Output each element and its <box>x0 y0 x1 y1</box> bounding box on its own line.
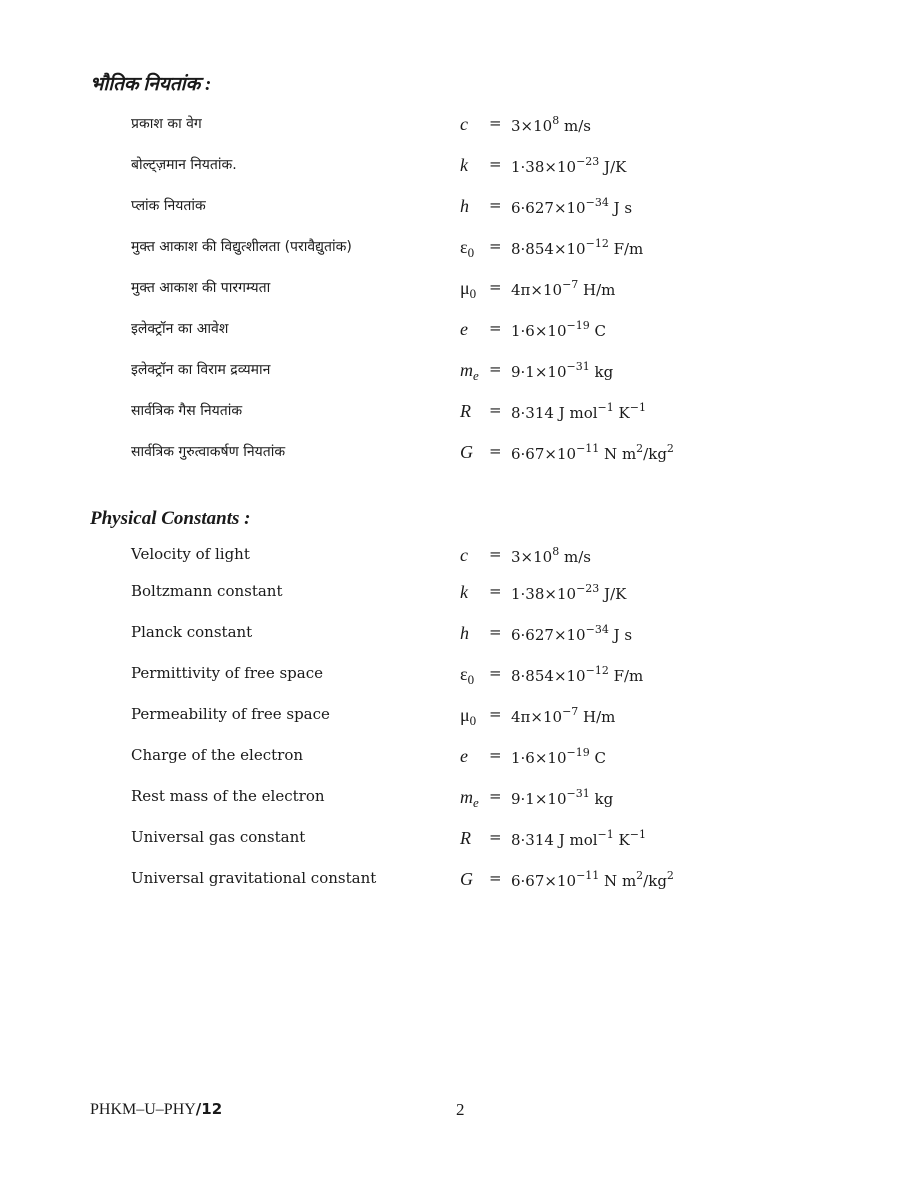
constant-row-planck <box>0 623 900 653</box>
constant-value: $4\pi\times 10^{-7}$ H/m <box>511 705 616 726</box>
constant-symbol: R <box>460 401 471 421</box>
constant-label: मुक्त आकाश की पारगम्यता <box>131 280 271 296</box>
constant-label: सार्वत्रिक गैस नियतांक <box>131 403 243 419</box>
equals-sign: = <box>489 828 502 846</box>
constant-label: मुक्त आकाश की विद्युत्शीलता (परावैद्युतांक) <box>131 239 352 255</box>
constant-symbol: e <box>460 319 468 339</box>
constant-row-permittivity <box>0 664 900 694</box>
constant-row-boltzmann-hi <box>0 155 900 185</box>
hindi-section-title: भौतिक नियतांक : <box>90 74 212 95</box>
equals-sign: = <box>489 787 502 805</box>
equals-sign: = <box>489 705 502 723</box>
equals-sign: = <box>489 401 502 419</box>
constant-value: $1\cdot 38\times 10^{-23}$ J/K <box>511 155 627 176</box>
constant-symbol: $\mu_0$ <box>460 705 477 728</box>
constant-row-electron-charge <box>0 746 900 776</box>
constant-value: $4\pi\times 10^{-7}$ H/m <box>511 278 616 299</box>
constant-symbol: h <box>460 196 469 216</box>
equals-sign: = <box>489 155 502 173</box>
constant-symbol: k <box>460 155 468 175</box>
constant-value: $8\cdot 854\times 10^{-12}$ F/m <box>511 237 644 258</box>
constant-label: Boltzmann constant <box>131 582 283 600</box>
constant-label: सार्वत्रिक गुरुत्वाकर्षण नियतांक <box>131 444 286 460</box>
constant-value: $3\times 10^8$ m/s <box>511 545 591 566</box>
constant-label: बोल्ट्ज़मान नियतांक. <box>131 157 237 173</box>
constant-value: 8·314 J mol$^{-1}$ $K^{-1}$ <box>511 401 646 422</box>
equals-sign: = <box>489 869 502 887</box>
constant-label: प्लांक नियतांक <box>131 198 206 214</box>
paper-code: PHKM–U–PHY/12 <box>90 1100 223 1118</box>
equals-sign: = <box>489 442 502 460</box>
constant-row-electron-charge-hi <box>0 319 900 349</box>
equals-sign: = <box>489 664 502 682</box>
equals-sign: = <box>489 623 502 641</box>
constant-row-electron-mass-hi <box>0 360 900 390</box>
constant-value: $6\cdot 627\times 10^{-34}$ J s <box>511 623 633 644</box>
constant-label: Permittivity of free space <box>131 664 323 682</box>
constant-value: $3\times 10^8$ m/s <box>511 114 591 135</box>
constant-symbol: G <box>460 442 473 462</box>
constant-symbol: R <box>460 828 471 848</box>
constant-value: $1\cdot 6\times 10^{-19}$ C <box>511 746 606 767</box>
constant-value: $8\cdot 854\times 10^{-12}$ F/m <box>511 664 644 685</box>
constant-symbol: c <box>460 114 468 134</box>
constant-symbol: k <box>460 582 468 602</box>
constant-value: $6\cdot 67\times 10^{-11}$ N $m^2/kg^2$ <box>511 869 674 890</box>
equals-sign: = <box>489 196 502 214</box>
constant-row-speed-of-light <box>0 545 900 575</box>
constant-value: $9\cdot 1\times 10^{-31}$ kg <box>511 360 614 381</box>
constant-label: Velocity of light <box>131 545 250 563</box>
constant-value: $1\cdot 6\times 10^{-19}$ C <box>511 319 606 340</box>
constant-row-gas-constant <box>0 828 900 858</box>
constant-value: $9\cdot 1\times 10^{-31}$ kg <box>511 787 614 808</box>
constant-symbol: c <box>460 545 468 565</box>
constant-row-permeability-hi <box>0 278 900 308</box>
constant-row-gas-constant-hi <box>0 401 900 431</box>
constant-row-planck-hi <box>0 196 900 226</box>
equals-sign: = <box>489 582 502 600</box>
constant-symbol: $\varepsilon_0$ <box>460 664 475 687</box>
constant-symbol: h <box>460 623 469 643</box>
equals-sign: = <box>489 114 502 132</box>
constant-label: Rest mass of the electron <box>131 787 325 805</box>
constant-row-speed-of-light-hi <box>0 114 900 144</box>
equals-sign: = <box>489 746 502 764</box>
constant-label: इलेक्ट्रॉन का आवेश <box>131 321 229 337</box>
constant-value: $1\cdot 38\times 10^{-23}$ J/K <box>511 582 627 603</box>
constant-row-permittivity-hi <box>0 237 900 267</box>
equals-sign: = <box>489 545 502 563</box>
constant-symbol: G <box>460 869 473 889</box>
constant-symbol: e <box>460 746 468 766</box>
equals-sign: = <box>489 237 502 255</box>
constant-label: Permeability of free space <box>131 705 330 723</box>
english-section-title: Physical Constants : <box>90 508 251 529</box>
constant-row-electron-mass <box>0 787 900 817</box>
constant-symbol: $m_e$ <box>460 787 479 810</box>
constant-label: Universal gravitational constant <box>131 869 377 887</box>
equals-sign: = <box>489 360 502 378</box>
constant-value: $6\cdot 627\times 10^{-34}$ J s <box>511 196 633 217</box>
equals-sign: = <box>489 319 502 337</box>
constant-value: $6\cdot 67\times 10^{-11}$ N $m^2/kg^2$ <box>511 442 674 463</box>
constant-label: प्रकाश का वेग <box>131 116 202 132</box>
constant-label: इलेक्ट्रॉन का विराम द्रव्यमान <box>131 362 271 378</box>
constant-row-boltzmann <box>0 582 900 612</box>
equals-sign: = <box>489 278 502 296</box>
constant-row-gravitational <box>0 869 900 899</box>
constant-label: Charge of the electron <box>131 746 304 764</box>
constant-row-gravitational-hi <box>0 442 900 472</box>
constant-symbol: $m_e$ <box>460 360 479 383</box>
constant-symbol: $\varepsilon_0$ <box>460 237 475 260</box>
page-number: 2 <box>456 1100 465 1119</box>
constant-label: Universal gas constant <box>131 828 306 846</box>
constant-row-permeability <box>0 705 900 735</box>
constant-symbol: $\mu_0$ <box>460 278 477 301</box>
constant-value: 8·314 J mol$^{-1}$ $K^{-1}$ <box>511 828 646 849</box>
constant-label: Planck constant <box>131 623 253 641</box>
